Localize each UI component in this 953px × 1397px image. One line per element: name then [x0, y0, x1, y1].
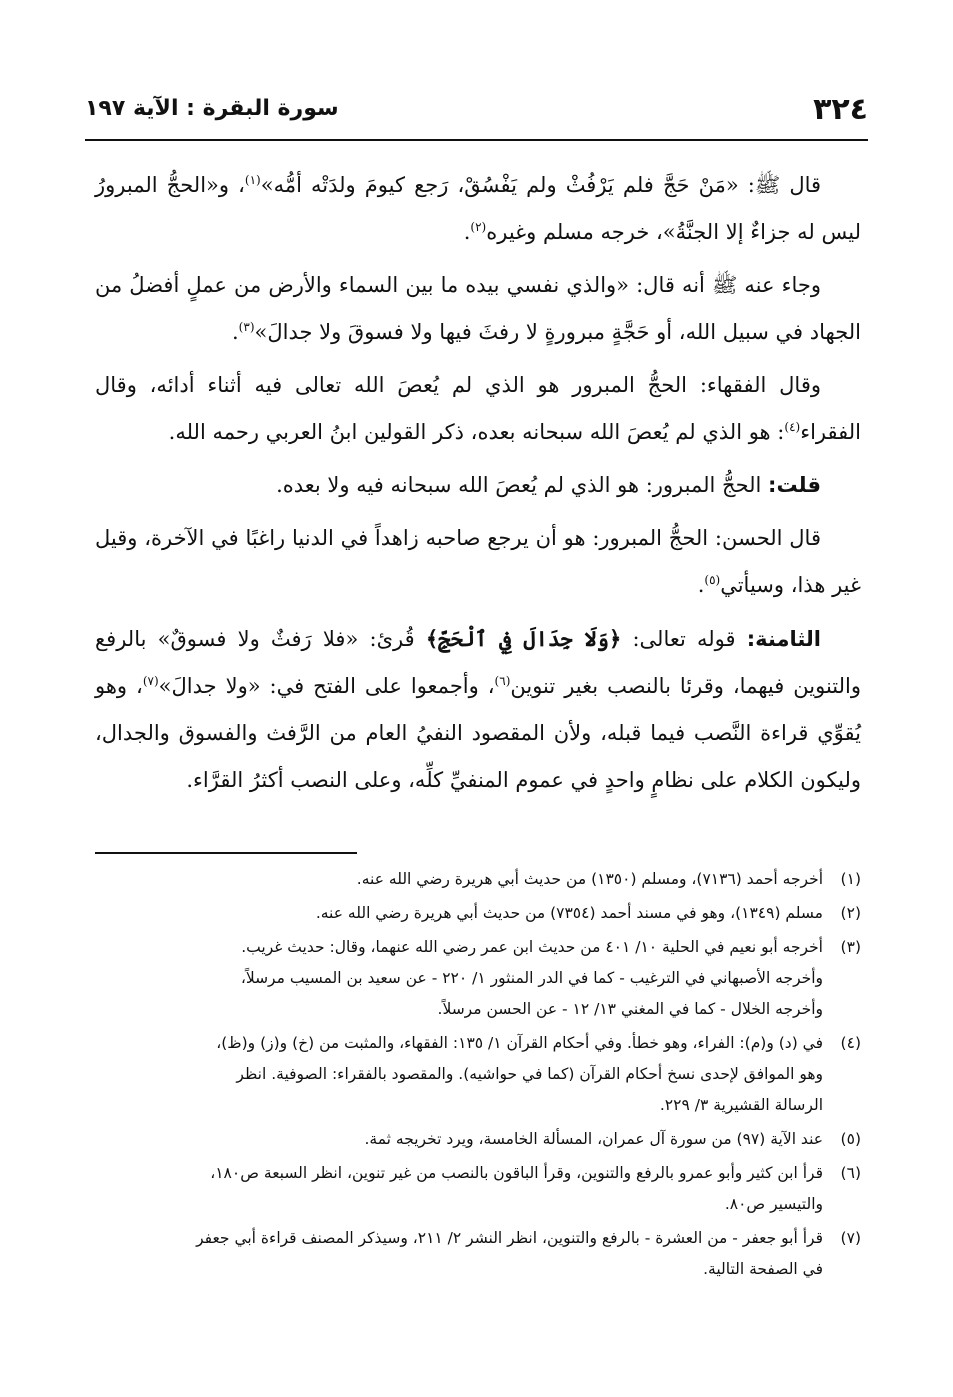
footnote-number: (٧)	[840, 1229, 861, 1247]
footnote-number: (١)	[840, 870, 861, 888]
footnote-line: في (د) و(م): الفراء، وهو خطأ. وفي أحكام القرآن ١/ ١٣٥: الفقهاء، والمثبت من (خ) و(ز) و(ظ)،	[216, 1034, 823, 1052]
footnote-text	[95, 1124, 823, 1155]
text-span: .	[697, 573, 705, 597]
text-span: ، و«الحجُّ المبرورُ ليس له جزاءٌ إلا الجنَّةُ»، خرجه مسلم وغيره	[95, 173, 861, 244]
footnote-text	[95, 864, 823, 895]
footnote	[95, 1028, 861, 1121]
section-label: الثامنة:	[746, 627, 821, 651]
text-span: وقال الفقهاء: الحجُّ المبرور هو الذي لم يُعصَ الله تعالى فيه أثناء أدائه، وقال الفقراء	[95, 373, 861, 444]
footnote-line: قرأ أبو جعفر - من العشرة - بالرفع والتنوين، انظر النشر ٢/ ٢١١، وسيذكر المصنف قراءة أبي جعفر	[196, 1229, 823, 1247]
footnote-ref[interactable]: (٦)	[494, 674, 511, 688]
footnote-text	[95, 1223, 823, 1285]
footnote-number: (٤)	[840, 1034, 861, 1052]
footnote-line: وأخرجه الخلال - كما في المغني ١٣/ ١٢ - عن الحسن مرسلاً.	[437, 1000, 823, 1018]
paragraph-6	[95, 615, 861, 804]
text-span: ، وأجمعوا على الفتح في: «ولا جدالَ»	[158, 674, 495, 698]
running-title: سورة البقرة : الآية ١٩٧	[85, 96, 339, 121]
footnote-number: (٥)	[840, 1130, 861, 1148]
main-text	[95, 162, 861, 810]
paragraph-2	[95, 262, 861, 356]
text-span: قال ﷺ: «مَنْ حَجَّ فلم يَرْفُثْ ولم يَفْسُقْ، رَجع كيومَ ولدَتْه أمُّه»	[260, 173, 822, 197]
footnote-number: (٣)	[840, 938, 861, 956]
footnote-line: أخرجه أحمد (٧١٣٦)، ومسلم (١٣٥٠) من حديث أبي هريرة رضي الله عنه.	[356, 870, 823, 888]
footnote-ref[interactable]: (٤)	[784, 420, 801, 434]
text-span: ، وهو يُقوِّي قراءة النَّصب فيما قبله، ولأن المقصود النفيُ العام من الرَّفث والفسوق والجدال، وليكون الكلام على نظامٍ واحدٍ في عموم المنفيِّ كلِّه، وعلى النصب أكثرُ القرَّاء.	[95, 674, 861, 792]
footnote-line: قرأ ابن كثير وأبو عمرو بالرفع والتنوين، وقرأ الباقون بالنصب من غير تنوين، انظر السبعة ص١٨٠،	[210, 1164, 823, 1182]
footnote-ref[interactable]: (١)	[244, 173, 261, 187]
text-span: : هو الذي لم يُعصَ الله سبحانه بعده، ذكر القولين ابنُ العربي رحمه الله.	[168, 420, 785, 444]
footnote-line: في الصفحة التالية.	[703, 1260, 823, 1278]
footnote	[95, 932, 861, 1025]
footnote-line: الرسالة القشيرية ٣/ ٢٢٩.	[659, 1096, 823, 1114]
text-span: الحجُّ المبرور: هو الذي لم يُعصَ الله سبحانه فيه ولا بعده.	[276, 473, 769, 497]
footnote-line: أخرجه أبو نعيم في الحلية ١٠/ ٤٠١ من حديث ابن عمر رضي الله عنهما، وقال: حديث غريب.	[241, 938, 823, 956]
header-rule	[85, 139, 868, 141]
footnote	[95, 864, 861, 895]
footnote-ref[interactable]: (٢)	[470, 220, 487, 234]
footnote-text	[95, 1158, 823, 1220]
quran-verse: ﴿وَلَا جِدَالَ فِي ٱلْحَجِّ﴾	[425, 626, 622, 651]
footnote-number: (٢)	[840, 904, 861, 922]
footnote-text	[95, 898, 823, 929]
text-span: قال الحسن: الحجُّ المبرور: هو أن يرجع صاحبه زاهداً في الدنيا راغبًا في الآخرة، وقيل غير هذا، وسيأتي	[95, 526, 861, 597]
paragraph-5	[95, 515, 861, 609]
text-span: قُرئ: «فلا رَفثٌ ولا فسوقٌ» بالرفع والتنوين فيهما، وقرئا بالنصب بغير تنوين	[95, 627, 861, 698]
footnote	[95, 1158, 861, 1220]
footnote-line: وهو الموافق لإحدى نسخ أحكام القرآن (كما في حواشيه). والمقصود بالفقراء: الصوفية. انظر	[236, 1065, 823, 1083]
footnote-text	[95, 932, 823, 1025]
page-header	[85, 92, 868, 132]
paragraph-1	[95, 162, 861, 256]
footnote-ref[interactable]: (٥)	[704, 573, 721, 587]
text-span: قوله تعالى:	[621, 627, 747, 651]
footnote	[95, 898, 861, 929]
text-span: وجاء عنه ﷺ أنه قال: «والذي نفسي بيده ما بين السماء والأرض من عملٍ أفضلُ من الجهاد في سبيل الله، أو حَجَّةٍ مبرورةٍ لا رفثَ فيها ولا فسوقَ ولا جدالَ»	[95, 273, 861, 344]
footnote-line: وأخرجه الأصبهاني في الترغيب - كما في الدر المنثور ١/ ٢٢٠ - عن سعيد بن المسيب مرسلاً،	[240, 969, 823, 987]
footnote	[95, 1124, 861, 1155]
footnote-line: عند الآية (٩٧) من سورة آل عمران، المسألة الخامسة، ويرد تخريجه ثمة.	[364, 1130, 823, 1148]
footnote-text	[95, 1028, 823, 1121]
footnote-rule	[95, 852, 357, 854]
footnote-line: والتيسير ص٨٠.	[724, 1195, 823, 1213]
footnote	[95, 1223, 861, 1285]
text-span: .	[463, 220, 471, 244]
footnote-number: (٦)	[840, 1164, 861, 1182]
footnotes	[95, 864, 861, 1288]
footnote-ref[interactable]: (٣)	[238, 320, 255, 334]
paragraph-3	[95, 362, 861, 456]
paragraph-4	[95, 462, 861, 509]
section-label: قلت:	[768, 473, 821, 497]
footnote-line: مسلم (١٣٤٩)، وهو في مسند أحمد (٧٣٥٤) من حديث أبي هريرة رضي الله عنه.	[315, 904, 823, 922]
page-number: ٣٢٤	[813, 92, 868, 127]
text-span: .	[231, 320, 239, 344]
footnote-ref[interactable]: (٧)	[142, 674, 159, 688]
